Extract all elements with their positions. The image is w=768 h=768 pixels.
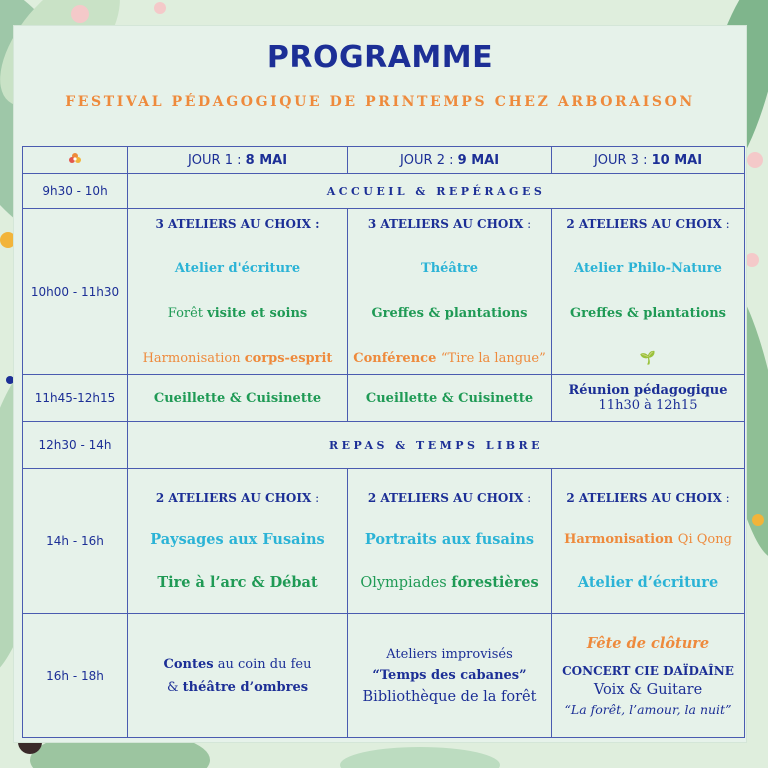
day-date: 10 MAI	[651, 152, 703, 168]
harmony-b: Qi Qong	[677, 532, 732, 547]
workshop-philo: Atelier Philo-Nature	[574, 260, 722, 276]
time-cell: 9h30 - 10h	[23, 174, 128, 209]
program-card	[14, 26, 746, 742]
day-date: 8 MAI	[245, 152, 288, 168]
day-prefix: JOUR 1 :	[187, 152, 246, 168]
tales-label: Contes	[163, 656, 214, 672]
day-header-3	[552, 147, 745, 174]
closing-party: Fête de clôture	[586, 634, 710, 652]
corner-cell	[23, 147, 128, 174]
evening-cell-d2	[348, 614, 552, 738]
table-row	[23, 375, 745, 422]
time-cell: 11h45-12h15	[23, 375, 128, 422]
heading-colon: :	[523, 216, 532, 231]
table-row	[23, 174, 745, 209]
workshop-heading: 2 ATELIERS AU CHOIX	[566, 491, 722, 505]
workshop-cell-d3	[552, 469, 745, 614]
evening-cell-d1	[128, 614, 348, 738]
workshop-forest-a: Forêt	[167, 306, 208, 322]
meeting-title: Réunion pédagogique	[568, 383, 728, 398]
workshop-harmony-a: Harmonisation	[142, 351, 245, 367]
time-cell: 14h - 16h	[23, 469, 128, 614]
workshop-harmony-b: corps-esprit	[244, 351, 333, 367]
table-row	[23, 614, 745, 738]
workshop-writing: Atelier d'écriture	[174, 260, 301, 276]
shadow-theatre: théâtre d’ombres	[182, 679, 309, 695]
lunch-cell: REPAS & TEMPS LIBRE	[128, 422, 745, 469]
meeting-cell-d3	[552, 375, 745, 422]
concert-title: CONCERT CIE DAÏDAÎNE	[562, 663, 734, 678]
forest-library: Bibliothèque de la forêt	[362, 688, 537, 705]
workshop-cell-d1	[128, 209, 348, 375]
cabins-title: “Temps des cabanes”	[372, 667, 527, 683]
workshop-cell-d1	[128, 469, 348, 614]
harmony-a: Harmonisation	[564, 532, 678, 547]
workshop-cell-d2	[348, 469, 552, 614]
sprout-icon: 🌱	[639, 351, 657, 367]
day-date: 9 MAI	[457, 152, 500, 168]
table-row	[23, 209, 745, 375]
time-cell: 10h00 - 11h30	[23, 209, 128, 375]
heading-colon: :	[523, 491, 532, 505]
workshop-landscapes: Paysages aux Fusains	[150, 531, 325, 548]
workshop-heading: 3 ATELIERS AU CHOIX	[367, 216, 524, 231]
workshop-heading: 2 ATELIERS AU CHOIX	[566, 216, 722, 231]
table-header-row	[23, 147, 745, 174]
workshop-portraits: Portraits aux fusains	[364, 531, 535, 548]
day-prefix: JOUR 2 :	[399, 152, 458, 168]
cooking-cell-d1: Cueillette & Cuisinette	[128, 375, 348, 422]
cooking-cell-d2: Cueillette & Cuisinette	[348, 375, 552, 422]
page-subtitle: FESTIVAL PÉDAGOGIQUE DE PRINTEMPS CHEZ ARBORAISON	[65, 94, 695, 110]
time-cell: 12h30 - 14h	[23, 422, 128, 469]
olympics-a: Olympiades	[360, 575, 452, 591]
day-header-2	[348, 147, 552, 174]
tales-detail: au coin du feu	[213, 656, 312, 672]
conference-title: “Tire la langue”	[440, 351, 546, 367]
time-cell: 16h - 18h	[23, 614, 128, 738]
page-title: PROGRAMME	[266, 40, 494, 75]
table-row	[23, 469, 745, 614]
heading-colon: :	[311, 491, 320, 505]
day-prefix: JOUR 3 :	[593, 152, 652, 168]
workshop-forest-b: visite et soins	[207, 306, 308, 322]
heading-colon: :	[721, 216, 730, 231]
workshop-grafts: Greffes & plantations	[371, 306, 528, 322]
heading-colon: :	[721, 491, 730, 505]
welcome-cell: ACCUEIL & REPÉRAGES	[128, 174, 745, 209]
program-table	[22, 146, 745, 738]
workshop-cell-d2	[348, 209, 552, 375]
meeting-time: 11h30 à 12h15	[598, 398, 698, 413]
workshop-cell-d3	[552, 209, 745, 375]
workshop-archery: Tire à l’arc & Débat	[157, 574, 318, 591]
olympics-b: forestières	[451, 574, 539, 591]
day-header-1	[128, 147, 348, 174]
concert-subtitle: “La forêt, l’amour, la nuit”	[564, 701, 732, 717]
evening-cell-d3	[552, 614, 745, 738]
flower-icon	[68, 152, 82, 166]
workshop-writing: Atelier d’écriture	[577, 574, 719, 591]
conference-label: Conférence	[353, 351, 441, 367]
table-row	[23, 422, 745, 469]
workshop-heading: 2 ATELIERS AU CHOIX	[367, 491, 524, 505]
workshop-heading: 2 ATELIERS AU CHOIX	[155, 491, 312, 505]
improv-label: Ateliers improvisés	[386, 646, 513, 662]
workshop-heading: 3 ATELIERS AU CHOIX :	[155, 216, 320, 231]
workshop-grafts: Greffes & plantations	[570, 306, 726, 322]
workshop-theatre: Théâtre	[421, 260, 478, 276]
concert-detail: Voix & Guitare	[593, 681, 703, 698]
shadow-amp: &	[166, 679, 183, 695]
